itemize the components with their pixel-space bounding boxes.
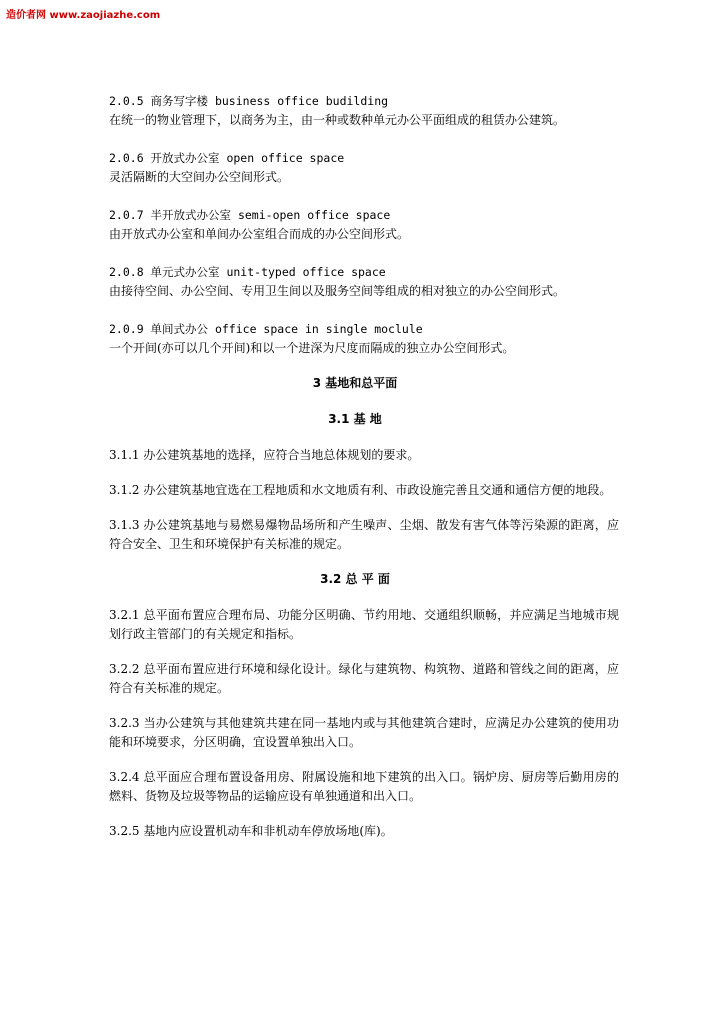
clause-3-2-2: 3.2.2 总平面布置应进行环境和绿化设计。绿化与建筑物、构筑物、道路和管线之间的距离，应符合有关标准的规定。 (109, 662, 619, 695)
definition-term: 2.0.8 单元式办公室 unit-typed office space (109, 265, 386, 279)
definition-text: 在统一的物业管理下，以商务为主，由一种或数种单元办公平面组成的租赁办公建筑。 (109, 113, 566, 127)
definition-term: 2.0.6 开放式办公室 open office space (109, 151, 345, 165)
definition-text: 灵活隔断的大空间办公空间形式。 (109, 170, 290, 184)
document-body (109, 92, 619, 841)
clause-3-2-4: 3.2.4 总平面应合理布置设备用房、附属设施和地下建筑的出入口。锅炉房、厨房等后勤用房的燃料、货物及垃圾等物品的运输应设有单独通道和出入口。 (109, 770, 619, 803)
definition-term: 2.0.5 商务写字楼 business office budilding (109, 94, 389, 108)
definition-text: 由接待空间、办公空间、专用卫生间以及服务空间等组成的相对独立的办公空间形式。 (109, 284, 566, 298)
section-heading-3-2: 3.2 总 平 面 (320, 572, 390, 586)
section-heading-3-1: 3.1 基 地 (328, 412, 382, 426)
definition-2-0-9 (109, 320, 619, 358)
clause-3-1-3: 3.1.3 办公建筑基地与易燃易爆物品场所和产生噪声、尘烟、散发有害气体等污染源的距离，应符合安全、卫生和环境保护有关标准的规定。 (109, 518, 619, 551)
definition-term: 2.0.9 单间式办公 office space in single moclule (109, 322, 423, 336)
chapter-heading: 3 基地和总平面 (312, 376, 398, 390)
definition-2-0-8 (109, 263, 619, 301)
definition-term: 2.0.7 半开放式办公室 semi-open office space (109, 208, 391, 222)
clause-3-1-1: 3.1.1 办公建筑基地的选择，应符合当地总体规划的要求。 (109, 448, 420, 462)
definition-2-0-5 (109, 92, 619, 130)
clause-3-2-1: 3.2.1 总平面布置应合理布局、功能分区明确、节约用地、交通组织顺畅，并应满足当地城市规划行政主管部门的有关规定和指标。 (109, 608, 619, 641)
site-watermark: 造价者网 www.zaojiazhe.com (6, 10, 161, 21)
definition-2-0-7 (109, 206, 619, 244)
clause-3-1-2: 3.1.2 办公建筑基地宜选在工程地质和水文地质有利、市政设施完善且交通和通信方便的地段。 (109, 483, 612, 497)
definition-text: 一个开间(亦可以几个开间)和以一个进深为尺度而隔成的独立办公空间形式。 (109, 341, 515, 355)
definition-text: 由开放式办公室和单间办公室组合而成的办公空间形式。 (109, 227, 410, 241)
clause-3-2-5: 3.2.5 基地内应设置机动车和非机动车停放场地(库)。 (109, 824, 393, 838)
clause-3-2-3: 3.2.3 当办公建筑与其他建筑共建在同一基地内或与其他建筑合建时，应满足办公建筑的使用功能和环境要求，分区明确，宜设置单独出入口。 (109, 716, 619, 749)
definition-2-0-6 (109, 149, 619, 187)
